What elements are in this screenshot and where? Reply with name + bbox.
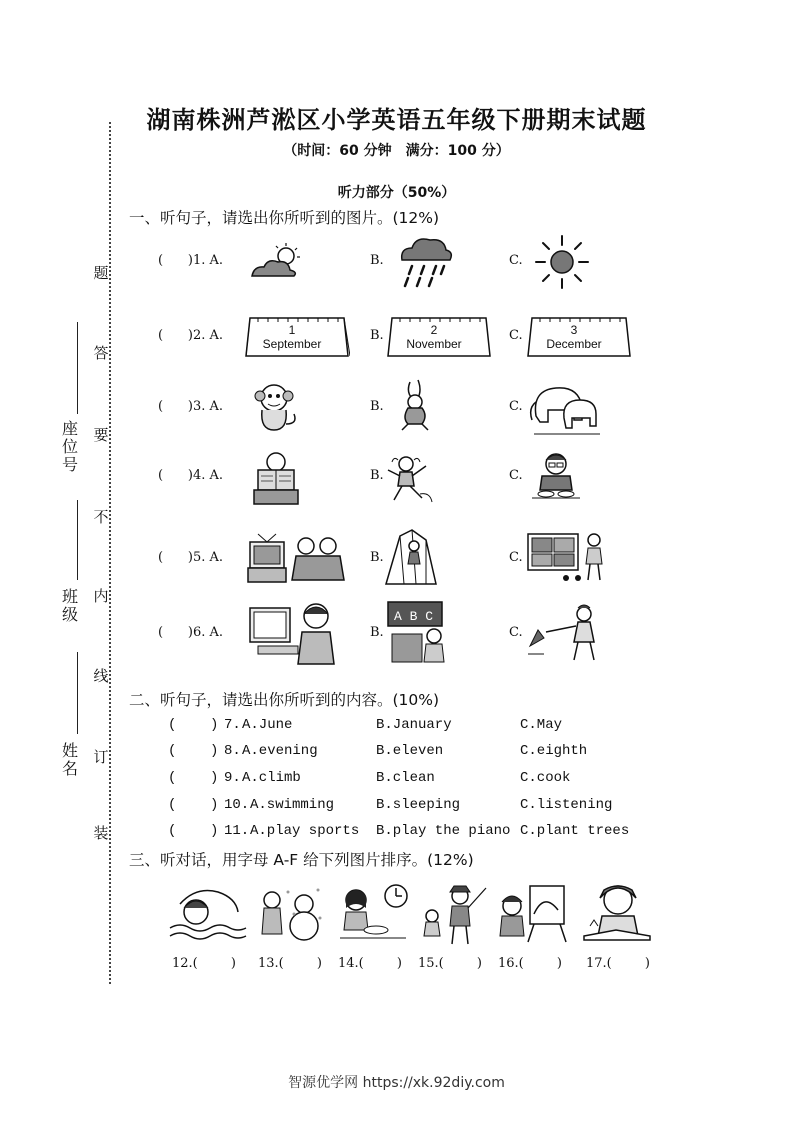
option-c[interactable]: C.eighth <box>520 743 588 759</box>
calendar-day: 3 <box>570 323 578 337</box>
option-c-label: C. <box>509 468 523 483</box>
sequence-blank[interactable]: 13.( ) <box>258 956 322 971</box>
option-c-label: C. <box>509 253 523 268</box>
answer-blank[interactable]: ( ) <box>168 743 219 759</box>
question-number: 10. <box>224 797 250 813</box>
calendar-september[interactable] <box>244 314 350 358</box>
seal-word: 要 <box>93 426 109 444</box>
seal-word: 装 <box>93 824 109 842</box>
part2-heading: 二、听句子，请选出你所听到的内容。(10%) <box>129 691 440 709</box>
option-a[interactable]: A.evening <box>242 743 318 759</box>
question-number: 9. <box>224 770 241 786</box>
dancing-girl-icon[interactable] <box>384 454 436 506</box>
girl-snowman-icon[interactable] <box>258 884 326 946</box>
answer-blank[interactable]: ( )1. A. <box>158 253 223 268</box>
option-a[interactable]: A.play sports <box>250 823 360 839</box>
abc-classroom-icon[interactable] <box>386 600 448 664</box>
question-number: 7. <box>224 717 241 733</box>
girl-watering-icon[interactable] <box>522 602 602 662</box>
climbing-icon[interactable] <box>382 526 438 586</box>
option-b-label: B. <box>370 399 384 414</box>
answer-blank[interactable]: ( )6. A. <box>158 625 223 640</box>
sequence-blank[interactable]: 15.( ) <box>418 956 482 971</box>
calendar-day: 2 <box>430 323 438 337</box>
binding-dotted-line <box>109 122 111 984</box>
option-a[interactable]: A.swimming <box>250 797 335 813</box>
option-b-label: B. <box>370 253 384 268</box>
option-c-label: C. <box>509 625 523 640</box>
girl-reading-icon[interactable] <box>576 880 658 946</box>
answer-blank[interactable]: ( ) <box>168 797 219 813</box>
answer-blank[interactable]: ( )4. A. <box>158 468 223 483</box>
question-number: 8. <box>224 743 241 759</box>
option-c[interactable]: C.plant trees <box>520 823 630 839</box>
option-b[interactable]: B.eleven <box>376 743 444 759</box>
rain-cloud-icon[interactable] <box>398 234 454 288</box>
boy-fishing-icon[interactable] <box>418 884 488 946</box>
swimming-boy-icon[interactable] <box>166 884 248 944</box>
seal-word: 不 <box>93 508 109 526</box>
answer-blank[interactable]: ( )3. A. <box>158 399 223 414</box>
part3-heading: 三、听对话，用字母 A-F 给下列图片排序。(12%) <box>129 851 474 869</box>
sequence-blank[interactable]: 14.( ) <box>338 956 402 971</box>
option-b[interactable]: B.sleeping <box>376 797 461 813</box>
option-c-label: C. <box>509 550 523 565</box>
option-c[interactable]: C.May <box>520 717 563 733</box>
seat-fill-line <box>77 322 78 414</box>
eating-boy-icon[interactable] <box>528 450 584 506</box>
option-a[interactable]: A.climb <box>242 770 301 786</box>
option-c[interactable]: C.listening <box>520 797 613 813</box>
sequence-blank[interactable]: 12.( ) <box>172 956 236 971</box>
page-title: 湖南株洲芦淞区小学英语五年级下册期末试题 <box>146 106 647 134</box>
option-b[interactable]: B.January <box>376 717 452 733</box>
girl-painting-icon[interactable] <box>494 880 570 946</box>
partly-cloudy-icon[interactable] <box>248 242 304 280</box>
calendar-month: December <box>546 337 602 351</box>
option-c[interactable]: C.cook <box>520 770 571 786</box>
elephants-icon[interactable] <box>528 376 604 438</box>
option-b-label: B. <box>370 328 384 343</box>
svg-text:A B C: A B C <box>394 609 434 624</box>
calendar-november[interactable] <box>386 314 492 358</box>
part1-heading: 一、听句子，请选出你所听到的图片。(12%) <box>129 209 440 227</box>
sequence-blank[interactable]: 16.( ) <box>498 956 562 971</box>
answer-blank[interactable]: ( )2. A. <box>158 328 223 343</box>
exam-info: （时间：60 分钟 满分：100 分） <box>283 143 510 159</box>
answer-blank[interactable]: ( ) <box>168 770 219 786</box>
answer-blank[interactable]: ( ) <box>168 717 219 733</box>
answer-blank[interactable]: ( )5. A. <box>158 550 223 565</box>
answer-blank[interactable]: ( ) <box>168 823 219 839</box>
option-b[interactable]: B.play the piano <box>376 823 511 839</box>
reading-boy-icon[interactable] <box>248 450 304 506</box>
calendar-month: September <box>262 337 322 351</box>
section-heading: 听力部分（50%） <box>337 185 456 201</box>
seat-label: 座位号 <box>62 419 79 474</box>
class-label: 班级 <box>62 587 79 624</box>
monkey-icon[interactable] <box>248 380 300 434</box>
question-number: 11. <box>224 823 250 839</box>
girl-eating-clock-icon[interactable] <box>336 882 410 946</box>
seal-word: 订 <box>93 748 109 766</box>
class-fill-line <box>77 500 78 580</box>
boy-computer-icon[interactable] <box>246 598 340 666</box>
family-tv-icon[interactable] <box>244 528 348 584</box>
option-c-label: C. <box>509 328 523 343</box>
option-b-label: B. <box>370 468 384 483</box>
calendar-december[interactable] <box>526 314 632 358</box>
option-b-label: B. <box>370 625 384 640</box>
name-fill-line <box>77 652 78 734</box>
seal-word: 线 <box>93 667 109 685</box>
rabbit-icon[interactable] <box>394 378 436 434</box>
seal-word: 答 <box>93 344 109 362</box>
option-b-label: B. <box>370 550 384 565</box>
name-label: 姓名 <box>62 741 79 778</box>
seal-word: 内 <box>93 587 109 605</box>
calendar-day: 1 <box>288 323 296 337</box>
calendar-month: November <box>406 337 462 351</box>
girl-with-pictures-icon[interactable] <box>526 526 606 584</box>
option-b[interactable]: B.clean <box>376 770 435 786</box>
option-c-label: C. <box>509 399 523 414</box>
sequence-blank[interactable]: 17.( ) <box>586 956 650 971</box>
footer-watermark: 智源优学网 https://xk.92diy.com <box>288 1075 505 1091</box>
sun-icon[interactable] <box>534 234 590 290</box>
seal-word: 题 <box>93 264 109 282</box>
option-a[interactable]: A.June <box>242 717 293 733</box>
